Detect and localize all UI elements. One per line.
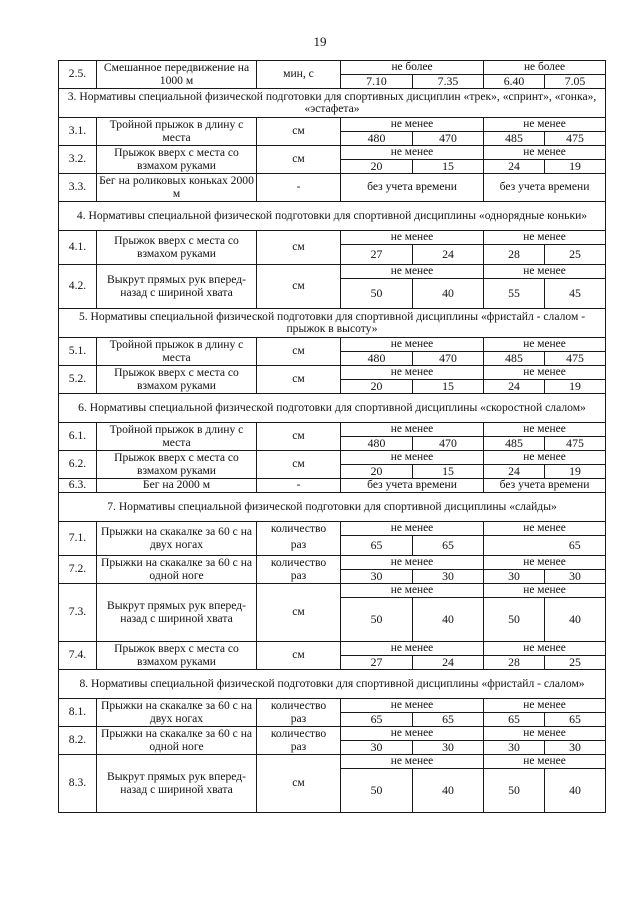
- value-cell: 480: [341, 132, 413, 146]
- exercise-name: Выкрут прямых рук вперед-назад с шириной хвата: [97, 755, 257, 813]
- value-cell: 65: [341, 536, 413, 556]
- exercise-name: Бег на роликовых коньках 2000 м: [97, 174, 257, 202]
- value-cell: 485: [484, 352, 545, 366]
- unit: см: [257, 265, 341, 309]
- section-heading: 7. Нормативы специальной физической подготовки для спортивной дисциплины «слайды»: [59, 493, 606, 522]
- unit: см: [257, 451, 341, 479]
- value-cell: 24: [413, 656, 484, 670]
- table-row: [59, 451, 606, 465]
- row-number: 4.1.: [59, 231, 97, 265]
- unit: количество: [257, 556, 341, 570]
- row-number: 8.3.: [59, 755, 97, 813]
- value-cell: 28: [484, 656, 545, 670]
- unit: раз: [257, 741, 341, 755]
- row-number: 6.1.: [59, 423, 97, 451]
- unit: раз: [257, 570, 341, 584]
- value-cell: 480: [341, 437, 413, 451]
- condition-label: не менее: [341, 584, 484, 598]
- value-cell: без учета времени: [341, 174, 484, 202]
- condition-label: не менее: [484, 451, 606, 465]
- table-row: [59, 366, 606, 380]
- unit: мин, с: [257, 61, 341, 89]
- table-row: [59, 423, 606, 437]
- unit: см: [257, 146, 341, 174]
- value-cell: 24: [413, 245, 484, 265]
- value-cell: 55: [484, 279, 545, 309]
- table-row: [59, 522, 606, 536]
- condition-label: не менее: [341, 556, 484, 570]
- row-number: 7.2.: [59, 556, 97, 584]
- value-cell: 30: [341, 570, 413, 584]
- condition-label: не менее: [341, 146, 484, 160]
- value-cell: 50: [484, 598, 545, 642]
- value-cell: без учета времени: [484, 479, 606, 493]
- table-row: [59, 118, 606, 132]
- condition-label: не менее: [484, 265, 606, 279]
- row-number: 5.2.: [59, 366, 97, 394]
- value-cell: 50: [341, 769, 413, 813]
- value-cell: 20: [341, 465, 413, 479]
- value-cell: 470: [413, 437, 484, 451]
- condition-label: не менее: [341, 642, 484, 656]
- value-cell: [484, 536, 545, 556]
- exercise-name: Прыжок вверх с места со взмахом руками: [97, 146, 257, 174]
- row-number: 3.1.: [59, 118, 97, 146]
- unit: раз: [257, 536, 341, 556]
- section-heading: 8. Нормативы специальной физической подготовки для спортивной дисциплины «фристайл - слалом»: [59, 670, 606, 699]
- value-cell: 50: [341, 279, 413, 309]
- exercise-name: Тройной прыжок в длину с места: [97, 423, 257, 451]
- exercise-name: Прыжки на скакалке за 60 с на двух ногах: [97, 699, 257, 727]
- value-cell: 7.10: [341, 75, 413, 89]
- value-cell: 24: [484, 465, 545, 479]
- value-cell: без учета времени: [484, 174, 606, 202]
- value-cell: 27: [341, 245, 413, 265]
- row-number: 8.1.: [59, 699, 97, 727]
- value-cell: 24: [484, 160, 545, 174]
- condition-label: не менее: [341, 522, 484, 536]
- table-row: [59, 727, 606, 741]
- value-cell: 475: [545, 132, 606, 146]
- condition-label: не менее: [484, 231, 606, 245]
- table-row: [59, 265, 606, 279]
- condition-label: не менее: [341, 699, 484, 713]
- table-row: [59, 479, 606, 493]
- condition-label: не менее: [484, 755, 606, 769]
- section-heading: 5. Нормативы специальной физической подготовки для спортивной дисциплины «фристайл - слалом - прыжок в высоту»: [59, 309, 606, 338]
- table-row: [59, 338, 606, 352]
- row-number: 3.3.: [59, 174, 97, 202]
- condition-label: не менее: [484, 727, 606, 741]
- exercise-name: Бег на 2000 м: [97, 479, 257, 493]
- table-row: [59, 755, 606, 769]
- row-number: 6.2.: [59, 451, 97, 479]
- value-cell: 485: [484, 132, 545, 146]
- row-number: 7.3.: [59, 584, 97, 642]
- condition-label: не менее: [484, 699, 606, 713]
- value-cell: 480: [341, 352, 413, 366]
- value-cell: 50: [341, 598, 413, 642]
- value-cell: 40: [545, 769, 606, 813]
- norms-table: [58, 60, 606, 813]
- unit: см: [257, 366, 341, 394]
- row-number: 5.1.: [59, 338, 97, 366]
- condition-label: не менее: [341, 231, 484, 245]
- value-cell: 24: [484, 380, 545, 394]
- condition-label: не менее: [341, 265, 484, 279]
- value-cell: 15: [413, 380, 484, 394]
- value-cell: 20: [341, 380, 413, 394]
- value-cell: 19: [545, 380, 606, 394]
- row-number: 4.2.: [59, 265, 97, 309]
- value-cell: 7.05: [545, 75, 606, 89]
- value-cell: 65: [545, 713, 606, 727]
- exercise-name: Прыжок вверх с места со взмахом руками: [97, 451, 257, 479]
- unit: количество: [257, 699, 341, 713]
- unit: см: [257, 231, 341, 265]
- condition-label: не менее: [484, 118, 606, 132]
- exercise-name: Прыжки на скакалке за 60 с на одной ноге: [97, 727, 257, 755]
- value-cell: 45: [545, 279, 606, 309]
- condition-label: не менее: [484, 584, 606, 598]
- exercise-name: Смешанное передвижение на 1000 м: [97, 61, 257, 89]
- condition-label: не менее: [484, 423, 606, 437]
- unit: раз: [257, 713, 341, 727]
- condition-label: не менее: [484, 366, 606, 380]
- value-cell: 7.35: [413, 75, 484, 89]
- value-cell: 25: [545, 245, 606, 265]
- table-row: [59, 146, 606, 160]
- condition-label: не менее: [484, 642, 606, 656]
- row-number: 3.2.: [59, 146, 97, 174]
- value-cell: 475: [545, 437, 606, 451]
- condition-label: не менее: [341, 451, 484, 465]
- value-cell: 25: [545, 656, 606, 670]
- row-number: 7.1.: [59, 522, 97, 556]
- condition-label: не более: [341, 61, 484, 75]
- value-cell: 30: [545, 570, 606, 584]
- condition-label: не менее: [484, 146, 606, 160]
- unit: -: [257, 174, 341, 202]
- page-number: 19: [313, 34, 327, 49]
- condition-label: не менее: [484, 556, 606, 570]
- unit: см: [257, 118, 341, 146]
- condition-label: не менее: [484, 522, 606, 536]
- value-cell: 30: [545, 741, 606, 755]
- unit: см: [257, 338, 341, 366]
- table-row: [59, 642, 606, 656]
- value-cell: 19: [545, 160, 606, 174]
- value-cell: 20: [341, 160, 413, 174]
- value-cell: 30: [484, 570, 545, 584]
- condition-label: не менее: [341, 338, 484, 352]
- unit: см: [257, 584, 341, 642]
- value-cell: 27: [341, 656, 413, 670]
- table-row: [59, 699, 606, 713]
- value-cell: 65: [413, 713, 484, 727]
- value-cell: 65: [484, 713, 545, 727]
- exercise-name: Прыжок вверх с места со взмахом руками: [97, 642, 257, 670]
- value-cell: 65: [341, 713, 413, 727]
- value-cell: 6.40: [484, 75, 545, 89]
- value-cell: 65: [545, 536, 606, 556]
- value-cell: 40: [413, 769, 484, 813]
- value-cell: 475: [545, 352, 606, 366]
- table-row: [59, 556, 606, 570]
- value-cell: 40: [413, 279, 484, 309]
- value-cell: 15: [413, 160, 484, 174]
- exercise-name: Выкрут прямых рук вперед-назад с шириной хвата: [97, 265, 257, 309]
- table-row: [59, 584, 606, 598]
- condition-label: не менее: [484, 338, 606, 352]
- unit: количество: [257, 522, 341, 536]
- unit: -: [257, 479, 341, 493]
- value-cell: 28: [484, 245, 545, 265]
- value-cell: 485: [484, 437, 545, 451]
- exercise-name: Прыжки на скакалке за 60 с на двух ногах: [97, 522, 257, 556]
- value-cell: 470: [413, 132, 484, 146]
- condition-label: не более: [484, 61, 606, 75]
- condition-label: не менее: [341, 727, 484, 741]
- value-cell: 30: [413, 570, 484, 584]
- value-cell: 15: [413, 465, 484, 479]
- value-cell: 470: [413, 352, 484, 366]
- unit: см: [257, 755, 341, 813]
- condition-label: не менее: [341, 423, 484, 437]
- value-cell: 40: [413, 598, 484, 642]
- exercise-name: Прыжки на скакалке за 60 с на одной ноге: [97, 556, 257, 584]
- unit: см: [257, 423, 341, 451]
- unit: количество: [257, 727, 341, 741]
- unit: см: [257, 642, 341, 670]
- row-number: 6.3.: [59, 479, 97, 493]
- section-heading: 3. Нормативы специальной физической подготовки для спортивных дисциплин «трек», «спринт», «гонка», «эстафета»: [59, 89, 606, 118]
- table-row: [59, 174, 606, 202]
- value-cell: 65: [413, 536, 484, 556]
- value-cell: 50: [484, 769, 545, 813]
- row-number: 7.4.: [59, 642, 97, 670]
- exercise-name: Тройной прыжок в длину с места: [97, 338, 257, 366]
- exercise-name: Прыжок вверх с места со взмахом руками: [97, 366, 257, 394]
- row-number: 8.2.: [59, 727, 97, 755]
- condition-label: не менее: [341, 755, 484, 769]
- value-cell: 40: [545, 598, 606, 642]
- condition-label: не менее: [341, 366, 484, 380]
- value-cell: 30: [484, 741, 545, 755]
- table-row: [59, 61, 606, 75]
- condition-label: не менее: [341, 118, 484, 132]
- section-heading: 6. Нормативы специальной физической подготовки для спортивной дисциплины «скоростной слалом»: [59, 394, 606, 423]
- row-number: 2.5.: [59, 61, 97, 89]
- exercise-name: Выкрут прямых рук вперед-назад с шириной хвата: [97, 584, 257, 642]
- value-cell: 19: [545, 465, 606, 479]
- value-cell: 30: [341, 741, 413, 755]
- value-cell: без учета времени: [341, 479, 484, 493]
- value-cell: 30: [413, 741, 484, 755]
- exercise-name: Тройной прыжок в длину с места: [97, 118, 257, 146]
- table-row: [59, 231, 606, 245]
- section-heading: 4. Нормативы специальной физической подготовки для спортивной дисциплины «однорядные коньки»: [59, 202, 606, 231]
- exercise-name: Прыжок вверх с места со взмахом руками: [97, 231, 257, 265]
